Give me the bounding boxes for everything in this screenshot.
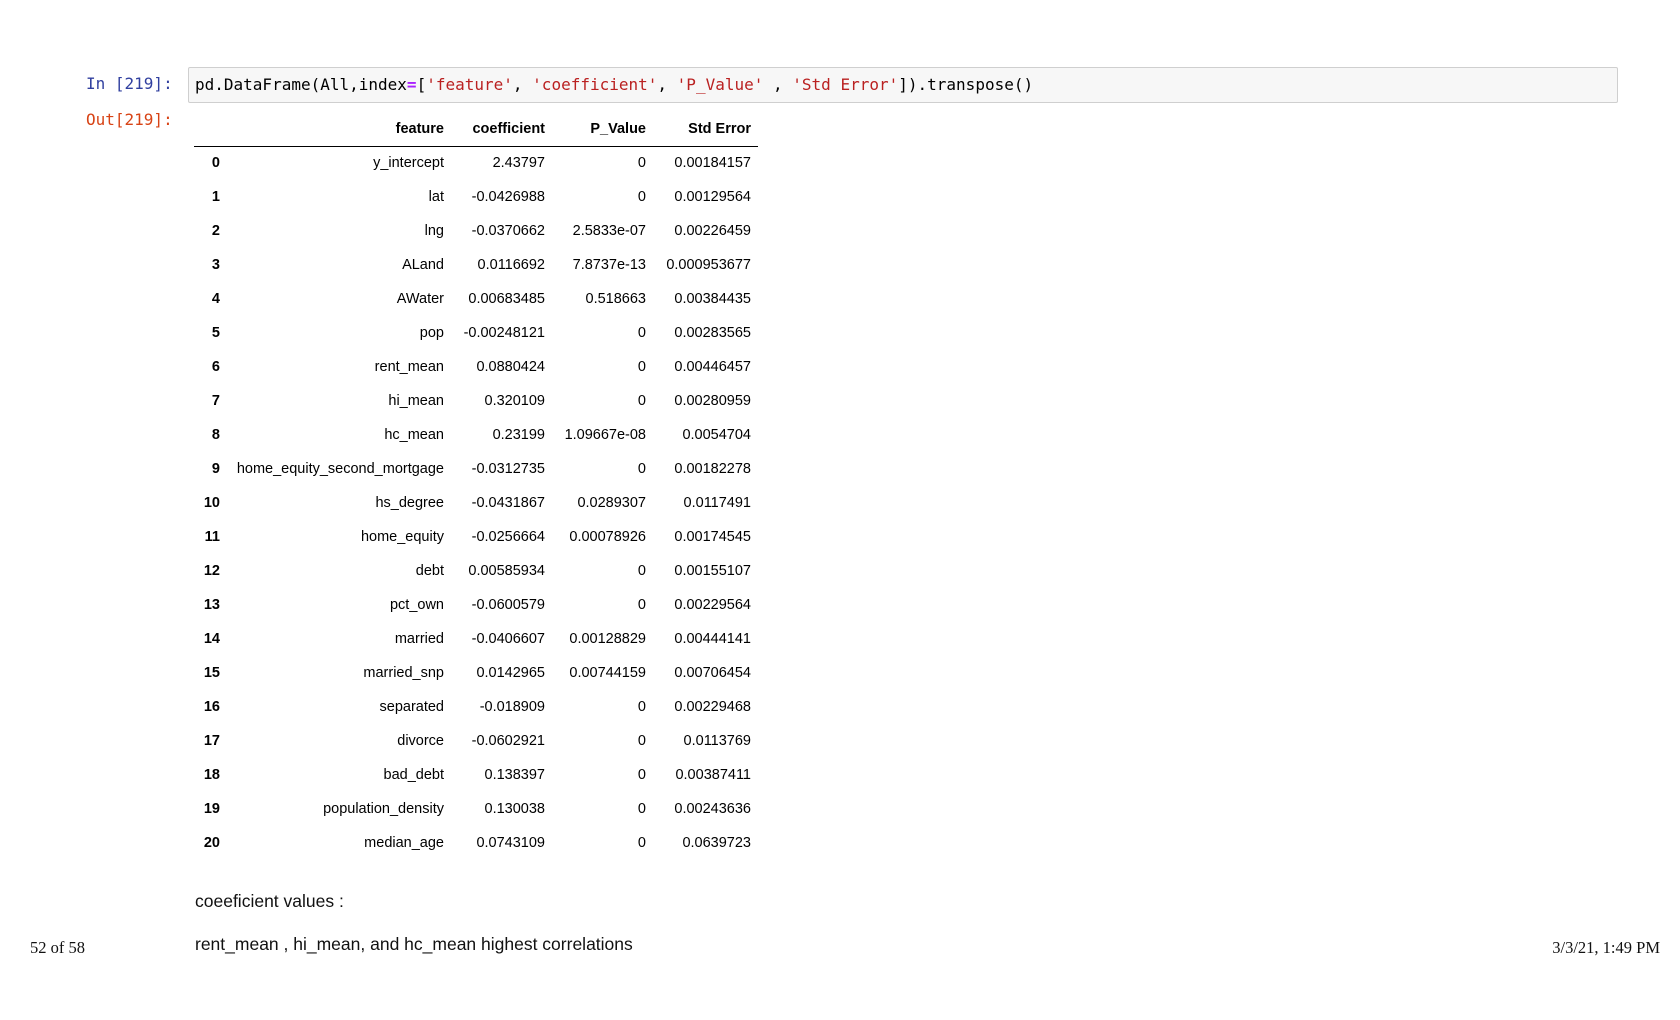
- cell-std-error: 0.00182278: [674, 461, 751, 477]
- cell-p-value: 0: [637, 733, 646, 749]
- row-index: 17: [203, 733, 220, 749]
- cell-coefficient: -0.0312735: [471, 461, 545, 477]
- cell-coefficient: 0.0116692: [477, 257, 545, 273]
- cell-std-error: 0.00129564: [674, 189, 751, 205]
- code-text: ]).transpose(): [898, 75, 1034, 94]
- cell-std-error: 0.0117491: [683, 495, 751, 511]
- row-index: 1: [211, 189, 220, 205]
- table-row: [194, 418, 758, 452]
- table-row: [194, 452, 758, 486]
- cell-std-error: 0.00226459: [674, 223, 751, 239]
- row-index: 4: [211, 291, 220, 307]
- code-string: 'coefficient': [532, 75, 658, 94]
- column-header-coefficient: coefficient: [451, 113, 552, 146]
- table-row: [194, 180, 758, 214]
- cell-p-value: 0: [637, 699, 646, 715]
- cell-feature: pct_own: [389, 597, 444, 613]
- table-row: [194, 316, 758, 350]
- code-text: ,: [763, 75, 793, 94]
- cell-coefficient: -0.0256664: [471, 529, 545, 545]
- row-index: 6: [211, 359, 220, 375]
- row-index: 9: [211, 461, 220, 477]
- table-row: [194, 214, 758, 248]
- column-header-p-value: P_Value: [552, 113, 653, 146]
- table-body: [194, 146, 758, 860]
- table-row: [194, 384, 758, 418]
- table-row: [194, 520, 758, 554]
- cell-coefficient: 0.0743109: [476, 835, 545, 851]
- cell-std-error: 0.0639723: [682, 835, 751, 851]
- column-header-feature: feature: [226, 113, 451, 146]
- cell-coefficient: 0.23199: [492, 427, 545, 443]
- cell-feature: ALand: [402, 257, 444, 273]
- cell-coefficient: -0.0426988: [471, 189, 545, 205]
- column-header-index: [194, 113, 226, 146]
- code-text: ,: [512, 75, 533, 94]
- table-row: [194, 146, 758, 180]
- cell-std-error: 0.00243636: [674, 801, 751, 817]
- code-string: 'P_Value': [676, 75, 764, 94]
- cell-p-value: 0: [637, 461, 646, 477]
- code-operator: =: [406, 75, 417, 94]
- print-timestamp: 3/3/21, 1:49 PM: [1552, 938, 1660, 957]
- row-index: 5: [211, 325, 220, 341]
- cell-feature: median_age: [364, 835, 444, 851]
- cell-std-error: 0.00229564: [674, 597, 751, 613]
- cell-feature: hc_mean: [384, 427, 444, 443]
- cell-p-value: 0: [637, 393, 646, 409]
- table-row: [194, 656, 758, 690]
- cell-p-value: 0.518663: [585, 291, 646, 307]
- table-row: [194, 248, 758, 282]
- row-index: 0: [211, 155, 220, 172]
- cell-coefficient: 0.00585934: [468, 563, 545, 579]
- code-string: 'Std Error': [792, 75, 899, 94]
- cell-p-value: 0.00744159: [569, 665, 646, 681]
- table-row: [194, 826, 758, 860]
- cell-p-value: 0: [637, 325, 646, 341]
- row-index: 19: [203, 801, 220, 817]
- row-index: 11: [204, 529, 220, 545]
- row-index: 14: [203, 631, 220, 647]
- row-index: 16: [203, 699, 220, 715]
- cell-p-value: 0: [637, 359, 646, 375]
- cell-std-error: 0.00283565: [674, 325, 751, 341]
- row-index: 10: [203, 495, 220, 511]
- cell-std-error: 0.00184157: [674, 155, 751, 172]
- cell-feature: divorce: [397, 733, 444, 749]
- table-row: [194, 588, 758, 622]
- row-index: 18: [203, 767, 220, 783]
- input-prompt: In [219]:: [86, 74, 173, 93]
- cell-feature: population_density: [323, 801, 444, 817]
- code-line: [195, 75, 1033, 94]
- cell-coefficient: 0.00683485: [468, 291, 545, 307]
- cell-coefficient: -0.0431867: [471, 495, 545, 511]
- cell-coefficient: 2.43797: [492, 155, 545, 172]
- note-highest-correlations: rent_mean , hi_mean, and hc_mean highest correlations: [195, 934, 633, 954]
- cell-coefficient: 0.320109: [484, 393, 545, 409]
- cell-feature: AWater: [396, 291, 444, 307]
- table-row: [194, 486, 758, 520]
- table-row: [194, 554, 758, 588]
- cell-feature: bad_debt: [383, 767, 444, 783]
- table-row: [194, 622, 758, 656]
- cell-coefficient: 0.130038: [484, 801, 545, 817]
- column-header-std-error: Std Error: [653, 113, 758, 146]
- cell-p-value: 0.00128829: [569, 631, 646, 647]
- cell-feature: married: [394, 631, 444, 647]
- table-header-row: [194, 113, 758, 146]
- code-text: pd.DataFrame(All,index: [195, 75, 407, 94]
- row-index: 13: [203, 597, 220, 613]
- cell-feature: married_snp: [363, 665, 444, 681]
- row-index: 15: [203, 665, 220, 681]
- cell-std-error: 0.00446457: [674, 359, 751, 375]
- cell-p-value: 0: [637, 189, 646, 205]
- cell-coefficient: -0.018909: [479, 699, 545, 715]
- cell-coefficient: -0.0406607: [471, 631, 545, 647]
- cell-feature: y_intercept: [373, 155, 444, 172]
- cell-std-error: 0.00229468: [674, 699, 751, 715]
- cell-p-value: 0: [637, 835, 646, 851]
- row-index: 7: [211, 393, 220, 409]
- cell-std-error: 0.00155107: [674, 563, 751, 579]
- cell-feature: rent_mean: [374, 359, 444, 375]
- cell-std-error: 0.00280959: [674, 393, 751, 409]
- output-prompt: Out[219]:: [86, 110, 173, 129]
- cell-feature: debt: [415, 563, 444, 579]
- cell-feature: lat: [428, 189, 444, 205]
- cell-coefficient: 0.138397: [484, 767, 545, 783]
- table-row: [194, 724, 758, 758]
- cell-std-error: 0.00384435: [674, 291, 751, 307]
- cell-p-value: 0: [637, 155, 646, 172]
- row-index: 20: [203, 835, 220, 851]
- code-cell[interactable]: [188, 67, 1618, 103]
- cell-feature: lng: [424, 223, 444, 239]
- row-index: 12: [203, 563, 220, 579]
- cell-std-error: 0.0054704: [682, 427, 751, 443]
- cell-p-value: 2.5833e-07: [572, 223, 646, 239]
- cell-p-value: 0: [637, 767, 646, 783]
- table-row: [194, 350, 758, 384]
- cell-feature: separated: [379, 699, 444, 715]
- row-index: 8: [211, 427, 220, 443]
- cell-feature: pop: [419, 325, 444, 341]
- table-row: [194, 792, 758, 826]
- row-index: 2: [211, 223, 220, 239]
- note-coefficient-values: coeeficient values :: [195, 891, 344, 911]
- cell-p-value: 0: [637, 597, 646, 613]
- cell-coefficient: -0.00248121: [463, 325, 545, 341]
- cell-p-value: 0.00078926: [569, 529, 646, 545]
- cell-coefficient: -0.0370662: [471, 223, 545, 239]
- cell-feature: hi_mean: [388, 393, 444, 409]
- dataframe-table: [194, 113, 758, 860]
- cell-std-error: 0.000953677: [666, 257, 751, 273]
- table-row: [194, 758, 758, 792]
- cell-std-error: 0.00444141: [674, 631, 751, 647]
- code-text: ,: [657, 75, 677, 94]
- cell-std-error: 0.00174545: [674, 529, 751, 545]
- cell-feature: home_equity_second_mortgage: [236, 461, 444, 477]
- cell-std-error: 0.0113769: [683, 733, 751, 749]
- cell-feature: hs_degree: [375, 495, 444, 511]
- cell-coefficient: 0.0142965: [476, 665, 545, 681]
- cell-std-error: 0.00387411: [675, 767, 751, 783]
- cell-coefficient: 0.0880424: [476, 359, 545, 375]
- row-index: 3: [211, 257, 220, 273]
- cell-p-value: 0: [637, 563, 646, 579]
- table-row: [194, 690, 758, 724]
- cell-p-value: 1.09667e-08: [564, 427, 646, 443]
- table-row: [194, 282, 758, 316]
- cell-feature: home_equity: [360, 529, 444, 545]
- code-text: [: [416, 75, 427, 94]
- cell-p-value: 7.8737e-13: [572, 257, 646, 273]
- cell-std-error: 0.00706454: [674, 665, 751, 681]
- code-string: 'feature': [426, 75, 513, 94]
- cell-p-value: 0.0289307: [577, 495, 646, 511]
- page-number: 52 of 58: [30, 938, 85, 957]
- cell-coefficient: -0.0600579: [471, 597, 545, 613]
- cell-coefficient: -0.0602921: [471, 733, 545, 749]
- cell-p-value: 0: [637, 801, 646, 817]
